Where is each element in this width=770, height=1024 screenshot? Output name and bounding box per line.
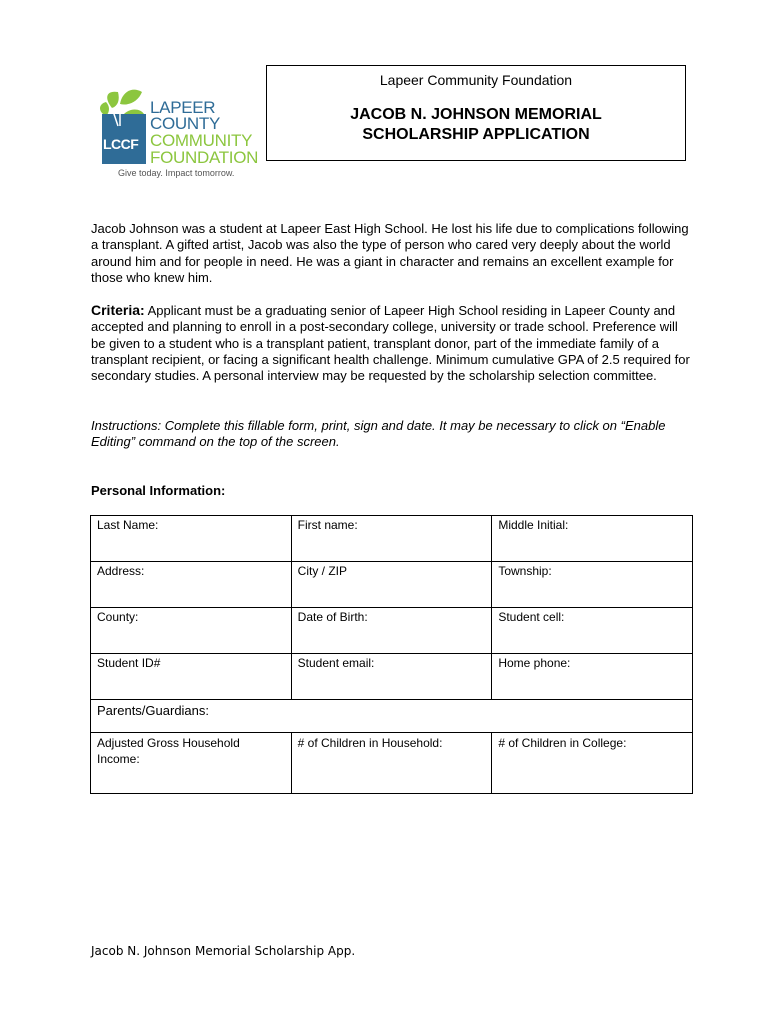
last-name-field[interactable]: Last Name:	[91, 516, 292, 562]
table-row	[91, 516, 693, 562]
logo-monogram: LCCF	[103, 136, 139, 152]
student-email-field[interactable]: Student email:	[291, 654, 492, 700]
criteria-text: Applicant must be a graduating senior of Lapeer High School residing in Lapeer County and accepted and planning to enroll in a post-secondary college, university or trade school. Preference will be given to a student who is a transplant patient, transplant donor, part of the immediate family of a transplant recipient, or facing a significant health challenge. Minimum cumulative GPA of 2.5 required for secondary studies. A personal interview may be requested by the scholarship selection committee.	[91, 303, 690, 384]
criteria-paragraph	[91, 302, 691, 384]
table-row	[91, 608, 693, 654]
logo-word-county: COUNTY	[150, 114, 220, 133]
table-row	[91, 654, 693, 700]
address-field[interactable]: Address:	[91, 562, 292, 608]
personal-info-title: Personal Information:	[91, 483, 226, 498]
student-id-field[interactable]: Student ID#	[91, 654, 292, 700]
page-footer: Jacob N. Johnson Memorial Scholarship App.	[91, 944, 356, 958]
logo-tagline: Give today. Impact tomorrow.	[118, 168, 235, 178]
date-of-birth-field[interactable]: Date of Birth:	[291, 608, 492, 654]
children-in-household-field[interactable]: # of Children in Household:	[291, 733, 492, 794]
table-row	[91, 733, 693, 794]
page-title-line1: JACOB N. JOHNSON MEMORIAL	[350, 106, 602, 123]
intro-paragraph: Jacob Johnson was a student at Lapeer East High School. He lost his life due to complications following a transplant. A gifted artist, Jacob was also the type of person who cared very deeply about the world around him and for people in need. He was a giant in character and remains an excellent example for those who knew him.	[91, 221, 689, 285]
table-row	[91, 562, 693, 608]
parents-guardians-field[interactable]: Parents/Guardians:	[91, 700, 693, 733]
township-field[interactable]: Township:	[492, 562, 693, 608]
middle-initial-field[interactable]: Middle Initial:	[492, 516, 693, 562]
student-cell-field[interactable]: Student cell:	[492, 608, 693, 654]
page-title-line2: SCHOLARSHIP APPLICATION	[362, 126, 590, 143]
logo-word-foundation: FOUNDATION	[150, 148, 259, 167]
city-zip-field[interactable]: City / ZIP	[291, 562, 492, 608]
home-phone-field[interactable]: Home phone:	[492, 654, 693, 700]
table-row	[91, 700, 693, 733]
org-name: Lapeer Community Foundation	[379, 72, 573, 88]
first-name-field[interactable]: First name:	[291, 516, 492, 562]
logo-word-community: COMMUNITY	[150, 131, 253, 150]
criteria-label: Criteria:	[91, 302, 145, 318]
instructions-text: Instructions: Complete this fillable form, print, sign and date. It may be necessary to click on “Enable Editing” command on the top of the screen.	[91, 418, 666, 450]
logo-word-lapeer: LAPEER	[150, 98, 216, 117]
household-income-field[interactable]: Adjusted Gross Household Income:	[91, 733, 292, 794]
personal-info-table	[90, 515, 693, 794]
page-title	[267, 105, 685, 145]
county-field[interactable]: County:	[91, 608, 292, 654]
children-in-college-field[interactable]: # of Children in College:	[492, 733, 693, 794]
title-box	[266, 65, 686, 161]
